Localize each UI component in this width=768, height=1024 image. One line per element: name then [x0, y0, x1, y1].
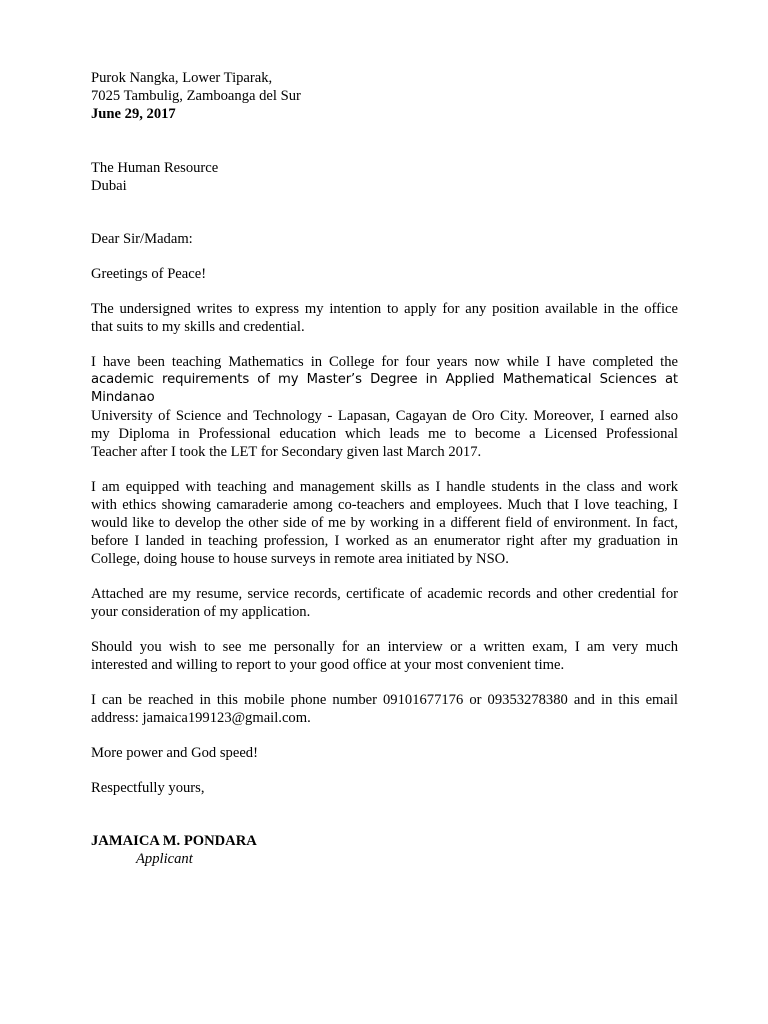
paragraph-line: address: jamaica199123@gmail.com. [91, 710, 311, 726]
letter-page [91, 69, 678, 868]
signature-block [91, 832, 678, 868]
salutation: Dear Sir/Madam: [91, 231, 193, 247]
paragraph-contact [91, 691, 678, 727]
recipient-block [91, 159, 678, 195]
paragraph-line: interested and willing to report to your good office at your most convenient time. [91, 657, 565, 673]
paragraph-line: The undersigned writes to express my intention to apply for any position available in the office [91, 301, 678, 317]
letter-date: June 29, 2017 [91, 106, 176, 122]
paragraph-line: Teacher after I took the LET for Secondary given last March 2017. [91, 444, 482, 460]
paragraph-education [91, 353, 678, 461]
paragraph-line: that suits to my skills and credential. [91, 319, 305, 335]
sender-address-line-2: 7025 Tambulig, Zamboanga del Sur [91, 88, 301, 104]
complimentary-close: Respectfully yours, [91, 780, 205, 796]
recipient-line-2: Dubai [91, 178, 127, 194]
paragraph-line: Should you wish to see me personally for an interview or a written exam, I am very much [91, 639, 678, 655]
paragraph-attachments [91, 585, 678, 621]
greeting: Greetings of Peace! [91, 266, 207, 282]
paragraph-line: would like to develop the other side of me by working in a different field of environment. In fact, [91, 515, 678, 531]
recipient-line-1: The Human Resource [91, 160, 219, 176]
paragraph-line: Attached are my resume, service records, certificate of academic records and other credential for [91, 586, 678, 602]
signatory-name: JAMAICA M. PONDARA [91, 833, 257, 849]
signatory-title: Applicant [136, 851, 193, 867]
closing-line: More power and God speed! [91, 745, 258, 761]
paragraph-intent [91, 300, 678, 336]
paragraph-line: academic requirements of my Master’s Degree in Applied Mathematical Sciences at Mindanao [91, 372, 678, 405]
paragraph-skills [91, 478, 678, 568]
paragraph-line: with ethics showing camaraderie among co-teachers and employees. Much that I love teaching, I [91, 497, 678, 513]
paragraph-line: University of Science and Technology - Lapasan, Cagayan de Oro City. Moreover, I earned also [91, 408, 678, 424]
paragraph-interview [91, 638, 678, 674]
sender-block [91, 69, 678, 123]
paragraph-line: I have been teaching Mathematics in College for four years now while I have completed the [91, 354, 678, 370]
paragraph-line: I can be reached in this mobile phone number 09101677176 or 09353278380 and in this email [91, 692, 678, 708]
paragraph-line: your consideration of my application. [91, 604, 311, 620]
paragraph-line: College, doing house to house surveys in remote area initiated by NSO. [91, 551, 509, 567]
paragraph-line: before I landed in teaching profession, I worked as an enumerator right after my graduation in [91, 533, 678, 549]
paragraph-line: I am equipped with teaching and management skills as I handle students in the class and work [91, 479, 678, 495]
paragraph-line: my Diploma in Professional education which leads me to become a Licensed Professional [91, 426, 678, 442]
sender-address-line-1: Purok Nangka, Lower Tiparak, [91, 70, 273, 86]
